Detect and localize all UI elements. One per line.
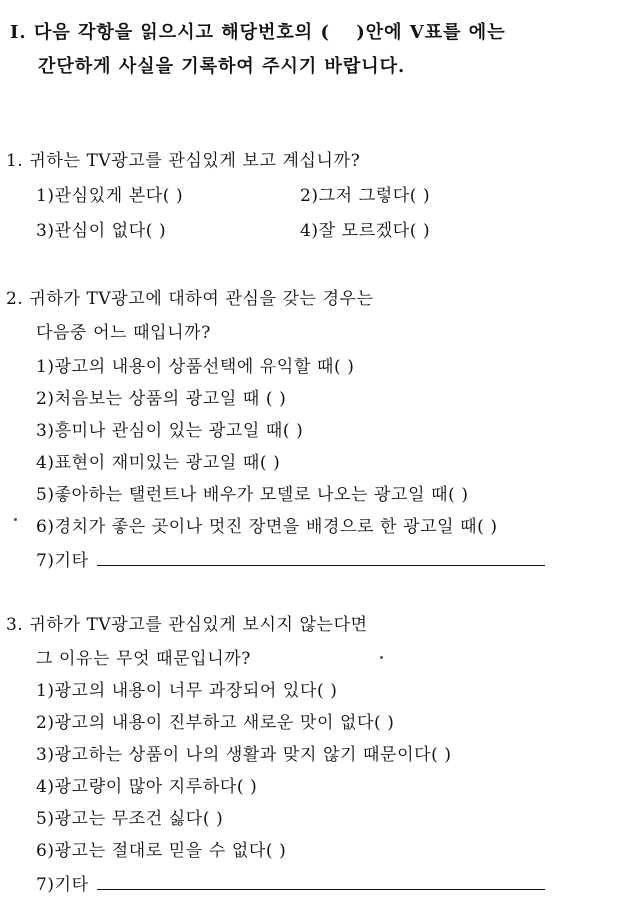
- question-1-option-3: 3)관심이 없다( ): [36, 221, 167, 241]
- question-3-option: 6)광고는 절대로 믿을 수 없다( ): [36, 841, 287, 861]
- question-3-option: 1)광고의 내용이 너무 과장되어 있다( ): [36, 681, 338, 701]
- question-2-option-other-label: 7)기타: [36, 551, 89, 571]
- question-1-option-1: 1)관심있게 본다( ): [36, 186, 184, 206]
- question-2-text-line-2: 다음중 어느 때입니까?: [36, 323, 211, 343]
- question-1-text: 1. 귀하는 TV광고를 관심있게 보고 계십니까?: [6, 151, 361, 171]
- question-3-option-other: [36, 874, 545, 896]
- question-2-option-other: [36, 550, 545, 572]
- question-2-option: 6)경치가 좋은 곳이나 멋진 장면을 배경으로 한 광고일 때( ): [36, 517, 498, 537]
- question-3-other-blank[interactable]: [97, 875, 545, 890]
- question-2-option: 2)처음보는 상품의 광고일 때 ( ): [36, 389, 287, 409]
- question-1-option-2: 2)그저 그렇다( ): [300, 186, 431, 206]
- question-1-option-4: 4)잘 모르겠다( ): [300, 221, 431, 241]
- question-2-option: 5)좋아하는 탤런트나 배우가 모델로 나오는 광고일 때( ): [36, 485, 469, 505]
- instruction-line-2: 간단하게 사실을 기록하여 주시기 바랍니다.: [38, 56, 406, 77]
- question-3-option: 3)광고하는 상품이 나의 생활과 맞지 않기 때문이다( ): [36, 745, 452, 765]
- question-2-option: 1)광고의 내용이 상품선택에 유익할 때( ): [36, 357, 355, 377]
- instruction-line-1: Ⅰ. 다음 각항을 읽으시고 해당번호의 ( )안에 V표를 에는: [10, 22, 506, 43]
- question-2-other-blank[interactable]: [97, 551, 545, 566]
- question-3-option: 2)광고의 내용이 진부하고 새로운 맛이 없다( ): [36, 713, 395, 733]
- scan-speck: [14, 518, 17, 521]
- question-3-option: 4)광고량이 많아 지루하다( ): [36, 777, 258, 797]
- question-2-text-line-1: 2. 귀하가 TV광고에 대하여 관심을 갖는 경우는: [6, 289, 374, 309]
- question-3-text-line-1: 3. 귀하가 TV광고를 관심있게 보시지 않는다면: [6, 615, 368, 635]
- question-3-option: 5)광고는 무조건 싫다( ): [36, 809, 224, 829]
- scan-speck: [380, 656, 383, 659]
- question-2-option: 4)표현이 재미있는 광고일 때( ): [36, 453, 281, 473]
- question-3-option-other-label: 7)기타: [36, 875, 89, 895]
- question-3-text-line-2: 그 이유는 무엇 때문입니까?: [36, 649, 251, 669]
- question-2-option: 3)흥미나 관심이 있는 광고일 때( ): [36, 421, 304, 441]
